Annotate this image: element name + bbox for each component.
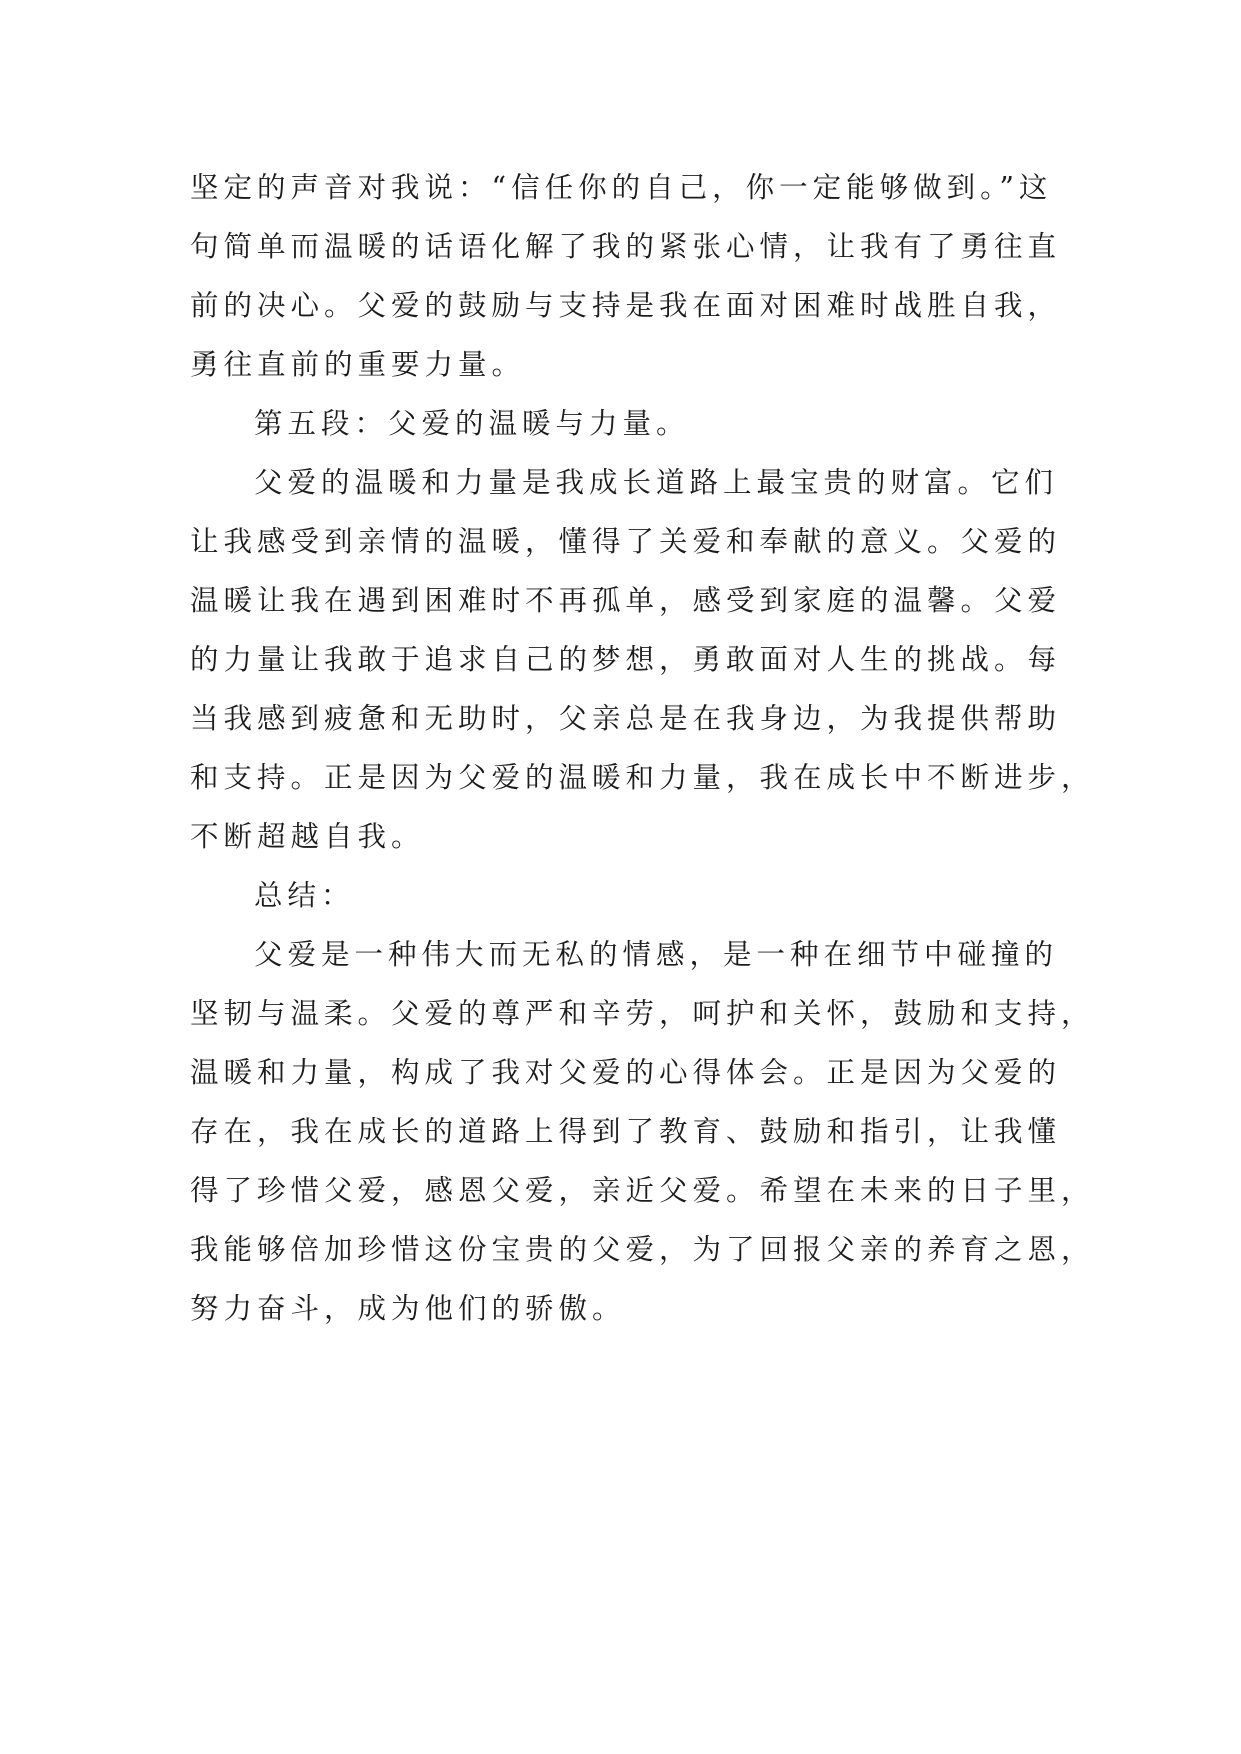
text-line: 总结： <box>254 879 355 912</box>
summary-heading <box>190 866 1050 925</box>
text-line: 坚韧与温柔。父爱的尊严和辛劳，呵护和关怀，鼓励和支持， <box>190 997 1095 1030</box>
text-line: 坚定的声音对我说：“信任你的自己，你一定能够做到。”这 <box>190 171 1053 204</box>
text-line: 温暖让我在遇到困难时不再孤单，感受到家庭的温馨。父爱 <box>190 584 1062 617</box>
text-line: 不断超越自我。 <box>190 820 425 853</box>
paragraph-continuation <box>190 158 1062 394</box>
text-line: 得了珍惜父爱，感恩父爱，亲近父爱。希望在未来的日子里， <box>190 1174 1095 1207</box>
text-line: 当我感到疲惫和无助时，父亲总是在我身边，为我提供帮助 <box>190 702 1062 735</box>
text-line: 父爱是一种伟大而无私的情感，是一种在细节中碰撞的 <box>254 938 1059 971</box>
text-line: 存在，我在成长的道路上得到了教育、鼓励和指引，让我懂 <box>190 1115 1062 1148</box>
text-line: 努力奋斗，成为他们的骄傲。 <box>190 1292 626 1325</box>
text-line: 和支持。正是因为父爱的温暖和力量，我在成长中不断进步， <box>190 761 1095 794</box>
text-line: 第五段：父爱的温暖与力量。 <box>254 407 690 440</box>
text-line: 父爱的温暖和力量是我成长道路上最宝贵的财富。它们 <box>254 466 1059 499</box>
text-line: 的力量让我敢于追求自己的梦想，勇敢面对人生的挑战。每 <box>190 643 1062 676</box>
text-line: 勇往直前的重要力量。 <box>190 348 526 381</box>
paragraph-section-5 <box>190 453 1095 866</box>
paragraph-summary <box>190 925 1095 1338</box>
text-line: 前的决心。父爱的鼓励与支持是我在面对困难时战胜自我， <box>190 289 1062 322</box>
text-line: 让我感受到亲情的温暖，懂得了关爱和奉献的意义。父爱的 <box>190 525 1062 558</box>
text-line: 我能够倍加珍惜这份宝贵的父爱，为了回报父亲的养育之恩， <box>190 1233 1095 1266</box>
text-line: 句简单而温暖的话语化解了我的紧张心情，让我有了勇往直 <box>190 230 1062 263</box>
text-line: 温暖和力量，构成了我对父爱的心得体会。正是因为父爱的 <box>190 1056 1062 1089</box>
section-heading-5 <box>190 394 1050 453</box>
document-body <box>190 158 1095 1338</box>
